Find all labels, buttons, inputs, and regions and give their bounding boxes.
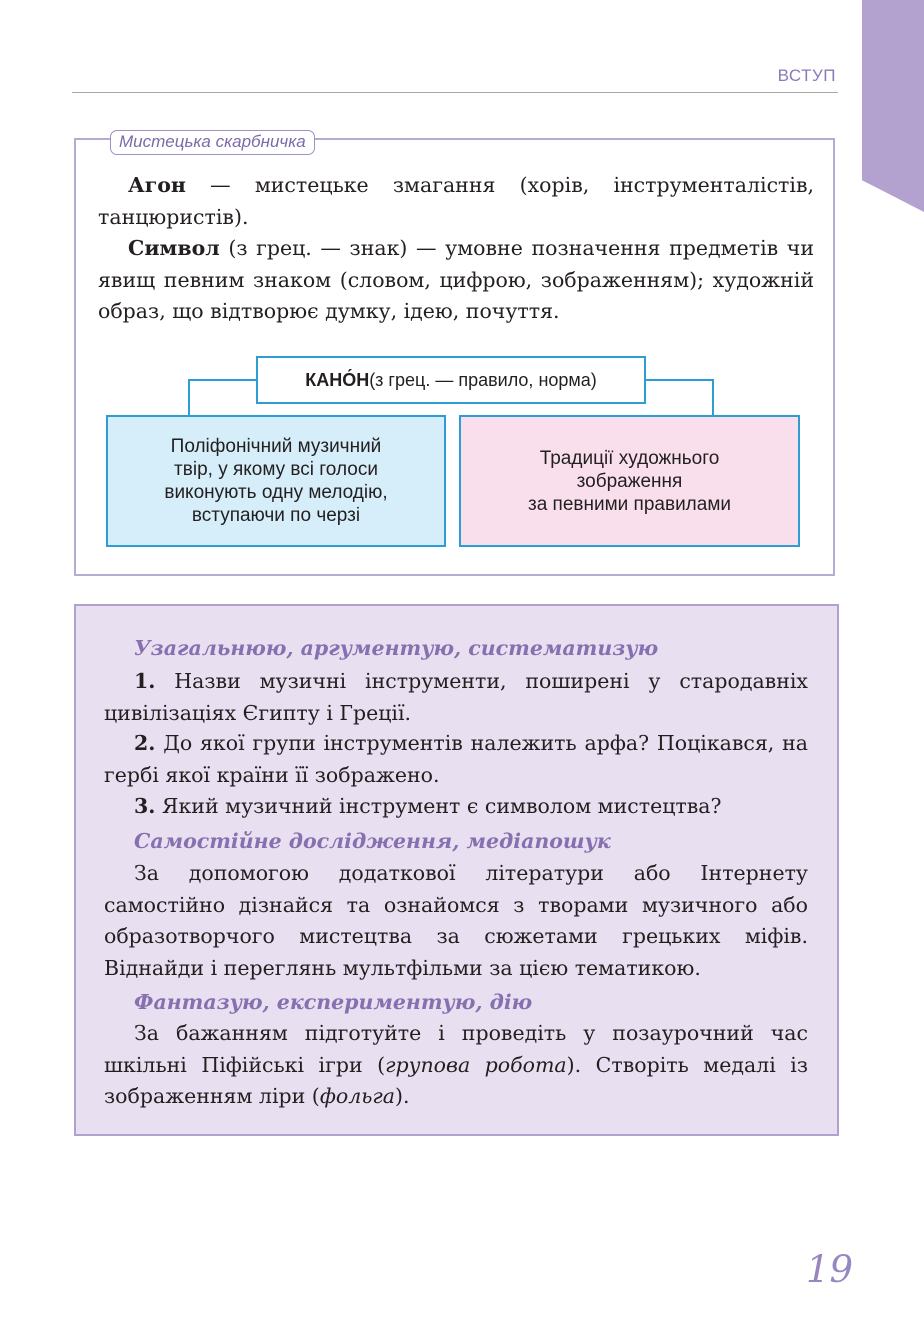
- task-text: Який музичний інструмент є символом мистецтва?: [155, 794, 722, 818]
- canon-term: КАНО́Н: [305, 369, 370, 390]
- fantasy-text-italic: фольга: [319, 1084, 395, 1108]
- task-item-1: [104, 666, 808, 729]
- task-item-2: [104, 728, 808, 791]
- tasks-heading-generalize: Узагальнюю, аргументую, систематизую: [134, 636, 659, 660]
- canon-meaning-art: Традиції художнього зображення за певними правилами: [459, 415, 800, 547]
- term-agon-word: Агон: [128, 173, 186, 197]
- term-symbol-word: Символ: [128, 236, 220, 260]
- task-number: 1.: [134, 669, 156, 693]
- fantasy-text-part: ).: [395, 1084, 410, 1108]
- term-agon: [98, 170, 814, 233]
- term-symbol: [98, 233, 814, 328]
- research-text: За допомогою додаткової літератури або Інтернету самостійно дізнайся та ознайомся з творами музичного або образотворчого мистецтва за сюжетами грецьких міфів. Віднайди і переглянь мультфільми за цією тематикою.: [104, 861, 808, 980]
- section-title: ВСТУП: [777, 66, 836, 85]
- term-symbol-definition: (з грец. — знак) — умовне позначення предметів чи явищ певним знаком (словом, цифрою, зображенням); художній образ, що відтворює думку, ідею, почуття.: [98, 236, 814, 323]
- canon-definition: (з грец. — правило, норма): [369, 369, 597, 390]
- section-corner-tab: [862, 0, 924, 212]
- tasks-heading-fantasy: Фантазую, експериментую, дію: [134, 990, 533, 1014]
- fantasy-text-part: За бажанням підготуйте і проведіть у позаурочний час шкільні Піфійські ігри (: [104, 1021, 808, 1077]
- task-text: Назви музичні інструменти, поширені у стародавніх цивілізаціях Єгипту і Греції.: [104, 669, 808, 725]
- task-text: До якої групи інструментів належить арфа? Поцікався, на гербі якої країни її зображено.: [104, 731, 808, 787]
- fantasy-text: [104, 1018, 808, 1113]
- page-number: 19: [806, 1248, 854, 1291]
- header-divider: [72, 92, 838, 93]
- fantasy-text-italic: групова робота: [385, 1052, 567, 1077]
- term-agon-definition: — мистецьке змагання (хорів, інструменталістів, танцюристів).: [98, 173, 814, 229]
- art-treasury-label: Мистецька скарбничка: [110, 130, 315, 155]
- task-number: 3.: [134, 794, 156, 818]
- task-item-3: [104, 791, 808, 823]
- canon-term-box: [256, 356, 646, 404]
- tasks-heading-research: Самостійне дослідження, медіапошук: [134, 829, 611, 853]
- canon-meaning-music: Поліфонічний музичний твір, у якому всі голоси виконують одну мелодію, вступаючи по черзі: [106, 415, 446, 547]
- fantasy-text-part: ). Створіть медалі із зображенням ліри (: [104, 1052, 808, 1108]
- task-number: 2.: [134, 731, 156, 755]
